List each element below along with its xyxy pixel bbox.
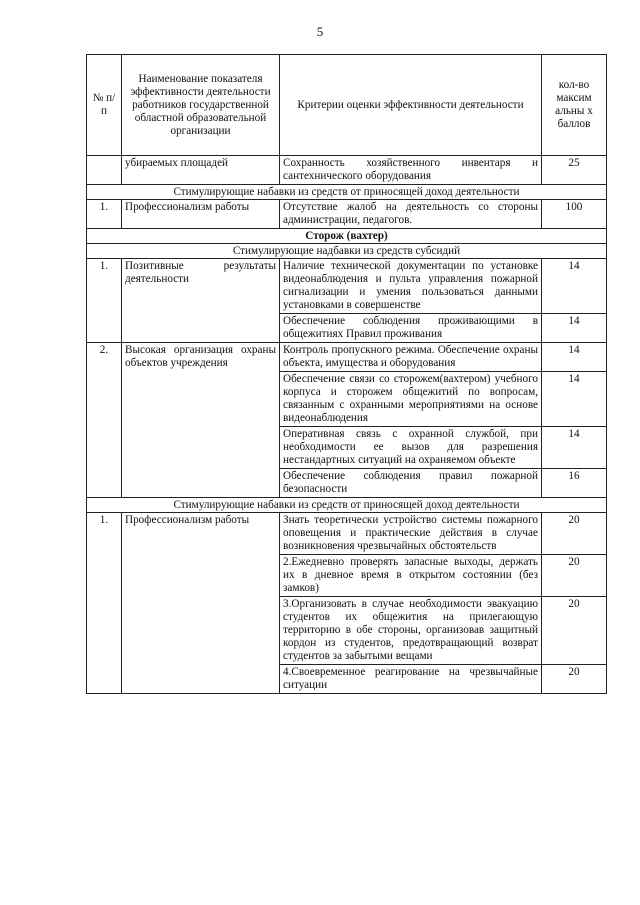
row-max: 16 — [542, 469, 607, 498]
section-row — [87, 244, 607, 259]
row-max: 14 — [542, 372, 607, 427]
row-max: 20 — [542, 555, 607, 597]
row-criteria: Обеспечение связи со сторожем(вахтером) учебного корпуса и сторожем общежитий по вопросам, связанным с охранными мероприятиями на основе видеонаблюдения — [280, 372, 542, 427]
row-criteria: 2.Ежедневно проверять запасные выходы, держать их в дневное время в открытом состоянии (без замков) — [280, 555, 542, 597]
header-num: № п/ п — [87, 55, 122, 156]
row-num: 1. — [87, 513, 122, 694]
efficiency-criteria-table — [86, 54, 607, 694]
row-max: 14 — [542, 259, 607, 314]
table-row — [87, 343, 607, 372]
header-name: Наименование показателя эффективности деятельности работников государственной областной образовательной организации — [122, 55, 280, 156]
header-criteria: Критерии оценки эффективности деятельности — [280, 55, 542, 156]
row-name: Профессионализм работы — [122, 200, 280, 229]
row-criteria: Оперативная связь с охранной службой, при необходимости ее вызов для разрешения нестандартных ситуаций на охраняемом объекте — [280, 427, 542, 469]
row-criteria: Обеспечение соблюдения проживающими в общежитиях Правил проживания — [280, 314, 542, 343]
table-row — [87, 200, 607, 229]
row-max: 20 — [542, 597, 607, 665]
section-title-bold: Сторож (вахтер) — [87, 229, 607, 244]
row-name: убираемых площадей — [122, 156, 280, 185]
row-max: 14 — [542, 343, 607, 372]
table-row — [87, 513, 607, 555]
table-row — [87, 156, 607, 185]
row-criteria: 4.Своевременное реагирование на чрезвычайные ситуации — [280, 665, 542, 694]
page-number: 5 — [316, 24, 324, 39]
row-max: 20 — [542, 665, 607, 694]
row-criteria: Контроль пропускного режима. Обеспечение охраны объекта, имущества и оборудования — [280, 343, 542, 372]
row-max: 25 — [542, 156, 607, 185]
row-criteria: Обеспечение соблюдения правил пожарной безопасности — [280, 469, 542, 498]
row-num: 2. — [87, 343, 122, 498]
row-criteria: Наличие технической документации по установке видеонаблюдения и пульта управления пожарной сигнализации и умения пользоваться данными установками в совершенстве — [280, 259, 542, 314]
row-max: 20 — [542, 513, 607, 555]
row-num — [87, 156, 122, 185]
section-row — [87, 498, 607, 513]
section-row — [87, 185, 607, 200]
row-criteria: Знать теоретически устройство системы пожарного оповещения и практические действия в случае возникновения чрезвычайных обстоятельств — [280, 513, 542, 555]
row-num: 1. — [87, 259, 122, 343]
row-max: 100 — [542, 200, 607, 229]
row-num: 1. — [87, 200, 122, 229]
row-max: 14 — [542, 314, 607, 343]
row-max: 14 — [542, 427, 607, 469]
section-row — [87, 229, 607, 244]
header-row — [87, 55, 607, 156]
section-title: Стимулирующие надбавки из средств субсидий — [87, 244, 607, 259]
row-criteria: 3.Организовать в случае необходимости эвакуацию студентов их общежития на прилегающую территорию в обе стороны, организовав защитный кордон из студентов, предотвращающий возврат студентов за забытыми вещами — [280, 597, 542, 665]
row-criteria: Отсутствие жалоб на деятельность со стороны администрации, педагогов. — [280, 200, 542, 229]
section-title: Стимулирующие набавки из средств от приносящей доход деятельности — [87, 185, 607, 200]
row-name: Позитивные результаты деятельности — [122, 259, 280, 343]
table-row — [87, 259, 607, 314]
section-title: Стимулирующие набавки из средств от приносящей доход деятельности — [87, 498, 607, 513]
row-name: Высокая организация охраны объектов учреждения — [122, 343, 280, 498]
row-name: Профессионализм работы — [122, 513, 280, 694]
header-max: кол-во максим альны х баллов — [542, 55, 607, 156]
row-criteria: Сохранность хозяйственного инвентаря и сантехнического оборудования — [280, 156, 542, 185]
